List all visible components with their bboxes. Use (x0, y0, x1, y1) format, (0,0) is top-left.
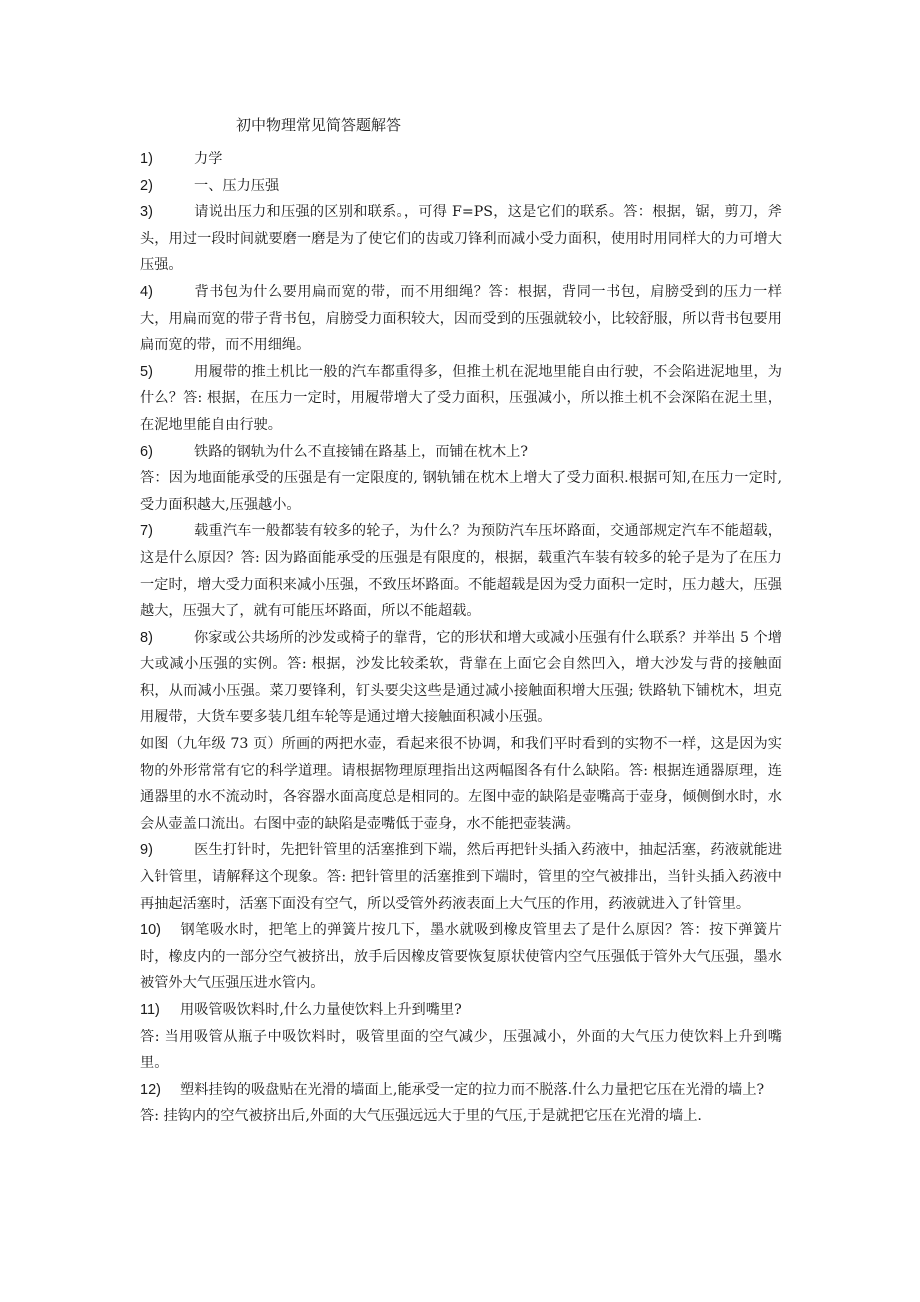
list-item (140, 199, 782, 279)
item-text: 用吸管吸饮料时,什么力量使饮料上升到嘴里? (180, 1002, 462, 1018)
item-text: 钢笔吸水时，把笔上的弹簧片按几下，墨水就吸到橡皮管里去了是什么原因？答：按下弹簧片时，橡皮内的一部分空气被挤出，放手后因橡皮管要恢复原状使管内空气压强低于管外大气压强，墨水被管外大气压强压进水管内。 (140, 922, 782, 992)
list-item (140, 997, 782, 1024)
item-text: 答: 挂钩内的空气被挤出后,外面的大气压强远远大于里的气压,于是就把它压在光滑的墙上. (140, 1108, 702, 1125)
item-text: 塑料挂钩的吸盘贴在光滑的墙面上,能承受一定的拉力而不脱落.什么力量把它压在光滑的墙上? (180, 1081, 765, 1098)
item-number: 8) (140, 629, 153, 646)
list-item (140, 439, 782, 466)
item-text: 背书包为什么要用扁而宽的带，而不用细绳？答：根据，背同一书包，肩膀受到的压力一样大，用扁而宽的带子背书包，肩膀受力面积较大，因而受到的压强就较小，比较舒服，所以背书包要用扁而宽的带，而不用细绳。 (140, 283, 782, 354)
item-text: 如图（九年级 73 页）所画的两把水壶，看起来很不协调，和我们平时看到的实物不一样，这是因为实物的外形常常有它的科学道理。请根据物理原理指出这两幅图各有什么缺陷。答: 根据连通器原理，连通器里的水不流动时，各容器水面高度总是相同的。左图中壶的缺陷是壶嘴高于壶身，倾侧倒水时，水会从壶盖口流出。右图中壶的缺陷是壶嘴低于壶身，水不能把壶装满。 (140, 736, 782, 832)
answer-paragraph (140, 1024, 782, 1077)
list-item (140, 1077, 782, 1104)
item-number: 11) (140, 1002, 160, 1018)
list-item (140, 917, 782, 997)
item-number: 6) (140, 443, 153, 460)
list-item (140, 837, 782, 917)
item-text: 铁路的钢轨为什么不直接铺在路基上，而铺在枕木上? (194, 443, 528, 460)
document-body (140, 146, 782, 1130)
item-text: 力学 (194, 151, 223, 167)
item-number: 2) (140, 177, 153, 194)
item-number: 7) (140, 523, 153, 540)
item-text: 答：因为地面能承受的压强是有一定限度的, 钢轨铺在枕木上增大了受力面积.根据可知,在压力一定时,受力面积越大,压强越小。 (140, 470, 782, 513)
item-text: 医生打针时，先把针管里的活塞推到下端，然后再把针头插入药液中，抽起活塞，药液就能进入针管里，请解释这个现象。答: 把针管里的活塞推到下端时，管里的空气被排出，当针头插入药液中再抽起活塞时，活塞下面没有空气，所以受管外药液表面上大气压的作用，药液就进入了针管里。 (140, 842, 782, 912)
answer-paragraph (140, 465, 782, 518)
list-item (140, 173, 782, 200)
answer-paragraph (140, 1103, 782, 1130)
item-number: 12) (140, 1081, 161, 1098)
list-item (140, 625, 782, 731)
list-item (140, 518, 782, 624)
document-title: 初中物理常见简答题解答 (236, 116, 402, 134)
item-number: 3) (140, 204, 153, 221)
item-text: 用履带的推土机比一般的汽车都重得多，但推土机在泥地里能自由行驶，不会陷进泥地里，为什么？答: 根据，在压力一定时，用履带增大了受力面积，压强减小，所以推土机不会深陷在泥土里，在泥地里能自由行驶。 (140, 363, 782, 433)
item-number: 9) (140, 842, 153, 859)
item-text: 你家或公共场所的沙发或椅子的靠背，它的形状和增大或减小压强有什么联系？并举出 5 个增大或减小压强的实例。答: 根据，沙发比较柔软，背靠在上面它会自然凹入，增大沙发与背的接触面积，从而减小压强。菜刀要锋利，钉头要尖这些是通过减小接触面积增大压强; 铁路轨下铺枕木，坦克用履带，大货车要多装几组车轮等是通过增大接触面积减小压强。 (140, 629, 782, 726)
item-text: 答: 当用吸管从瓶子中吸饮料时，吸管里面的空气减少，压强减小，外面的大气压力使饮料上升到嘴里。 (140, 1028, 782, 1072)
item-number: 5) (140, 363, 153, 380)
item-number: 4) (140, 283, 153, 300)
item-number: 1) (140, 151, 153, 167)
list-item (140, 359, 782, 439)
item-number: 10) (140, 922, 161, 939)
answer-paragraph (140, 731, 782, 837)
list-item (140, 146, 782, 173)
list-item (140, 279, 782, 359)
item-text: 一、压力压强 (194, 177, 280, 194)
item-text: 载重汽车一般都装有较多的轮子，为什么？为预防汽车压坏路面，交通部规定汽车不能超载，这是什么原因？答: 因为路面能承受的压强是有限度的，根据，载重汽车装有较多的轮子是为了在压力一定时，增大受力面积来减小压强，不致压坏路面。不能超载是因为受力面积一定时，压力越大，压强越大，压强大了，就有可能压坏路面，所以不能超载。 (140, 523, 782, 620)
item-text: 请说出压力和压强的区别和联系。，可得 F=PS，这是它们的联系。答：根据，锯，剪刀，斧头，用过一段时间就要磨一磨是为了使它们的齿或刀锋利而减小受力面积，使用时用同样大的力可增大压强。 (140, 204, 782, 274)
